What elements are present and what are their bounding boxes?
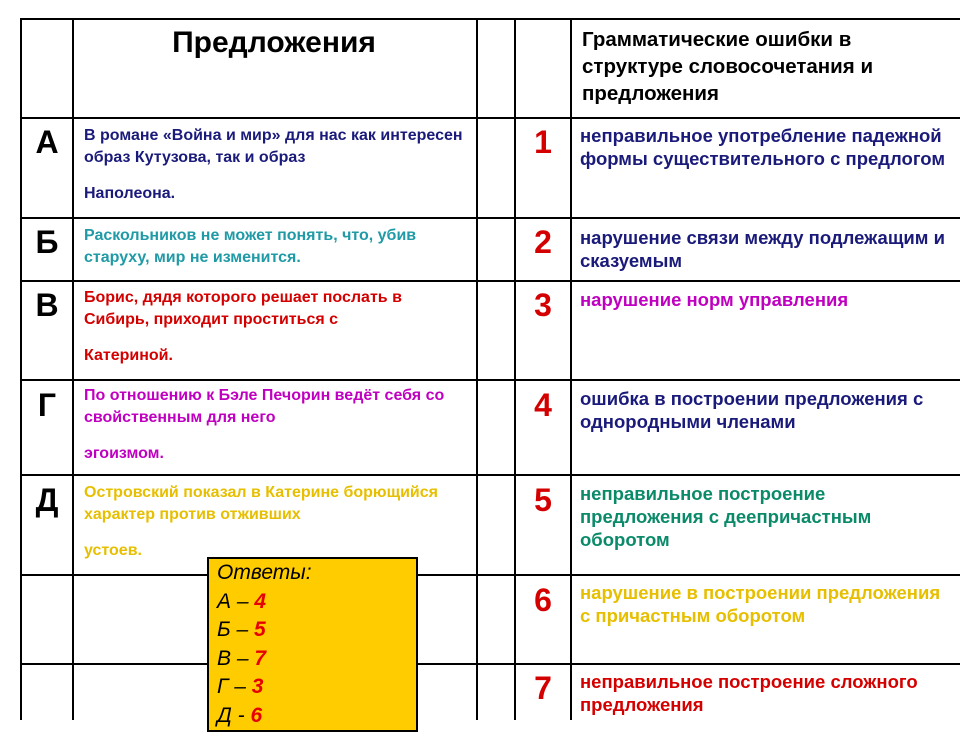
table-border bbox=[570, 18, 572, 720]
table-border bbox=[20, 663, 960, 665]
error-number: 7 bbox=[534, 670, 552, 706]
sentence-main: Раскольников не может понять, что, убив старуху, мир не изменится. bbox=[84, 227, 417, 266]
sentence-tail: устоев. bbox=[84, 542, 142, 559]
sentences-column-header: Предложения bbox=[172, 26, 376, 59]
sentence-tail: Наполеона. bbox=[84, 185, 176, 202]
sentence-text bbox=[84, 385, 469, 465]
answer-separator: – bbox=[231, 589, 255, 613]
sentence-tail: эгоизмом. bbox=[84, 445, 164, 462]
answer-letter: Г bbox=[217, 675, 229, 698]
table-border bbox=[20, 280, 960, 282]
row-letter: Д bbox=[35, 482, 59, 518]
answer-value: 6 bbox=[250, 703, 263, 727]
errors-column-header: Грамматические ошибки в структуре словосочетания и предложения bbox=[582, 28, 874, 105]
answer-value: 7 bbox=[254, 646, 267, 670]
error-number: 5 bbox=[534, 482, 552, 518]
table-border bbox=[72, 18, 74, 720]
error-description: ошибка в построении предложения с однородными членами bbox=[580, 388, 924, 432]
table-border bbox=[20, 117, 960, 119]
answers-box bbox=[207, 557, 418, 732]
sentence-main: В романе «Война и мир» для нас как интересен образ Кутузова, так и образ bbox=[84, 127, 463, 166]
sentence-text bbox=[84, 225, 469, 269]
row-letter: Г bbox=[37, 387, 57, 423]
sentence-text bbox=[84, 125, 469, 205]
sentence-text bbox=[84, 482, 469, 562]
error-description: нарушение связи между подлежащим и сказуемым bbox=[580, 227, 945, 271]
error-description: неправильное построение сложного предложения bbox=[580, 671, 918, 715]
error-number: 3 bbox=[534, 287, 552, 323]
error-description: нарушение в построении предложения с причастным оборотом bbox=[580, 582, 941, 626]
table-border bbox=[476, 18, 478, 720]
table-border bbox=[20, 574, 960, 576]
answer-letter: А bbox=[217, 589, 232, 613]
answer-item bbox=[217, 702, 408, 731]
answer-letter: Б bbox=[217, 618, 231, 641]
table-border bbox=[20, 18, 960, 20]
table-border bbox=[20, 379, 960, 381]
answer-item bbox=[217, 645, 408, 674]
answer-separator: - bbox=[231, 703, 251, 727]
error-number: 1 bbox=[534, 124, 552, 160]
row-letter: В bbox=[35, 287, 59, 323]
error-number: 4 bbox=[534, 387, 552, 423]
row-letter: Б bbox=[35, 224, 59, 260]
answer-value: 3 bbox=[251, 675, 264, 698]
sentence-main: По отношению к Бэле Печорин ведёт себя со свойственным для него bbox=[84, 387, 445, 426]
answer-separator: – bbox=[228, 675, 252, 698]
error-number: 2 bbox=[534, 224, 552, 260]
answer-letter: В bbox=[217, 646, 232, 670]
answer-separator: – bbox=[231, 646, 255, 670]
sentence-main: Островский показал в Катерине борющийся характер против отживших bbox=[84, 484, 438, 523]
table-border bbox=[20, 217, 960, 219]
answer-value: 5 bbox=[254, 618, 266, 641]
sentence-tail: Катериной. bbox=[84, 347, 173, 364]
error-number: 6 bbox=[534, 582, 552, 618]
answer-item bbox=[217, 588, 408, 617]
answer-separator: – bbox=[230, 618, 255, 641]
answer-letter: Д bbox=[217, 703, 232, 727]
table-border bbox=[20, 474, 960, 476]
error-description: нарушение норм управления bbox=[580, 289, 849, 310]
answer-item bbox=[217, 673, 408, 702]
answers-title: Ответы: bbox=[217, 561, 312, 584]
sentence-text bbox=[84, 287, 469, 367]
answer-item bbox=[217, 616, 408, 645]
answer-value: 4 bbox=[254, 589, 267, 613]
sentence-main: Борис, дядя которого решает послать в Сибирь, приходит проститься с bbox=[84, 289, 402, 328]
error-description: неправильное употребление падежной формы существительного с предлогом bbox=[580, 125, 946, 169]
error-description: неправильное построение предложения с деепричастным оборотом bbox=[580, 483, 872, 550]
row-letter: А bbox=[35, 124, 59, 160]
